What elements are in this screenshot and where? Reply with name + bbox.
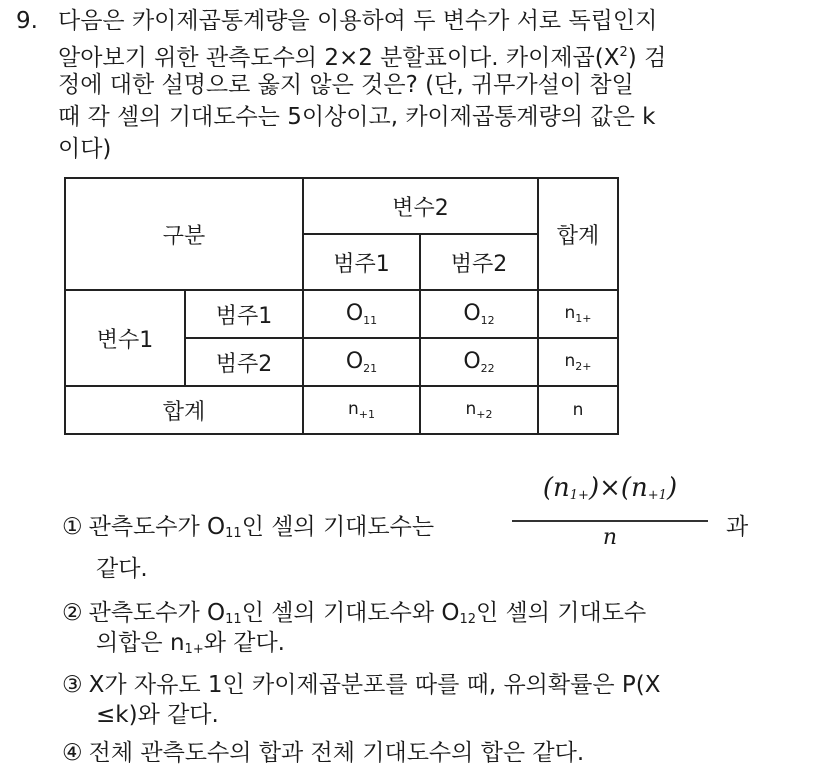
row-total: 합계 — [65, 386, 303, 434]
option-2: ② 관측도수가 $O_{11}$인 셀의 기대도수와 $O_{12}$인 셀의 기대도수 — [62, 600, 647, 627]
header-cat2: 범주2 — [420, 234, 538, 290]
option-2-line2: 의합은 $n_{1+}$와 같다. — [96, 630, 285, 657]
question-line-5: 이다) — [58, 136, 112, 162]
option-2-marker: ② — [62, 600, 83, 626]
contingency-table — [64, 177, 619, 435]
cell-np2: $n_{+2}$ — [420, 386, 538, 434]
row-cat1: 범주1 — [185, 290, 303, 338]
option-1: ① 관측도수가 $O_{11}$인 셀의 기대도수는 — [62, 514, 435, 541]
row-var1: 변수1 — [65, 290, 185, 386]
question-line-4: 때 각 셀의 기대도수는 5이상이고, 카이제곱통계량의 값은 k — [58, 104, 656, 130]
cell-o21: O21 — [303, 338, 420, 386]
header-var2: 변수2 — [303, 178, 538, 234]
question-line-2: 알아보기 위한 관측도수의 2×2 분할표이다. 카이제곱$(X^2)$ 검 — [58, 45, 667, 71]
expected-frequency-fraction — [512, 470, 708, 552]
option-1-tail: 과 — [726, 514, 749, 540]
question-number: 9. — [16, 8, 38, 34]
question-line-3: 정에 대한 설명으로 옳지 않은 것은? (단, 귀무가설이 참일 — [58, 72, 634, 98]
cell-n2p: $n_{2+}$ — [538, 338, 618, 386]
cell-n: n — [538, 386, 618, 434]
option-3-line2: ≤k)와 같다. — [96, 702, 219, 728]
question-line-1: 다음은 카이제곱통계량을 이용하여 두 변수가 서로 독립인지 — [58, 8, 658, 34]
superscript: 2 — [619, 45, 628, 60]
header-gubun: 구분 — [65, 178, 303, 290]
fraction-denominator: n — [602, 525, 618, 550]
option-1-line2: 같다. — [96, 556, 148, 582]
cell-o12: O12 — [420, 290, 538, 338]
fraction-numerator: $(n_{1+})\times(n_{+1})$ — [542, 473, 678, 503]
option-1-marker: ① — [62, 514, 83, 540]
option-3-marker: ③ — [62, 672, 83, 698]
row-cat2: 범주2 — [185, 338, 303, 386]
header-total: 합계 — [538, 178, 618, 290]
cell-o11: O11 — [303, 290, 420, 338]
header-cat1: 범주1 — [303, 234, 420, 290]
fraction-bar — [512, 520, 708, 522]
option-3: ③ X가 자유도 1인 카이제곱분포를 따를 때, 유의확률은 P(X — [62, 672, 661, 698]
option-4-marker: ④ — [62, 740, 83, 766]
cell-o22: O22 — [420, 338, 538, 386]
cell-np1: $n_{+1}$ — [303, 386, 420, 434]
cell-n1p: $n_{1+}$ — [538, 290, 618, 338]
option-4: ④ 전체 관측도수의 합과 전체 기대도수의 합은 같다. — [62, 740, 585, 766]
